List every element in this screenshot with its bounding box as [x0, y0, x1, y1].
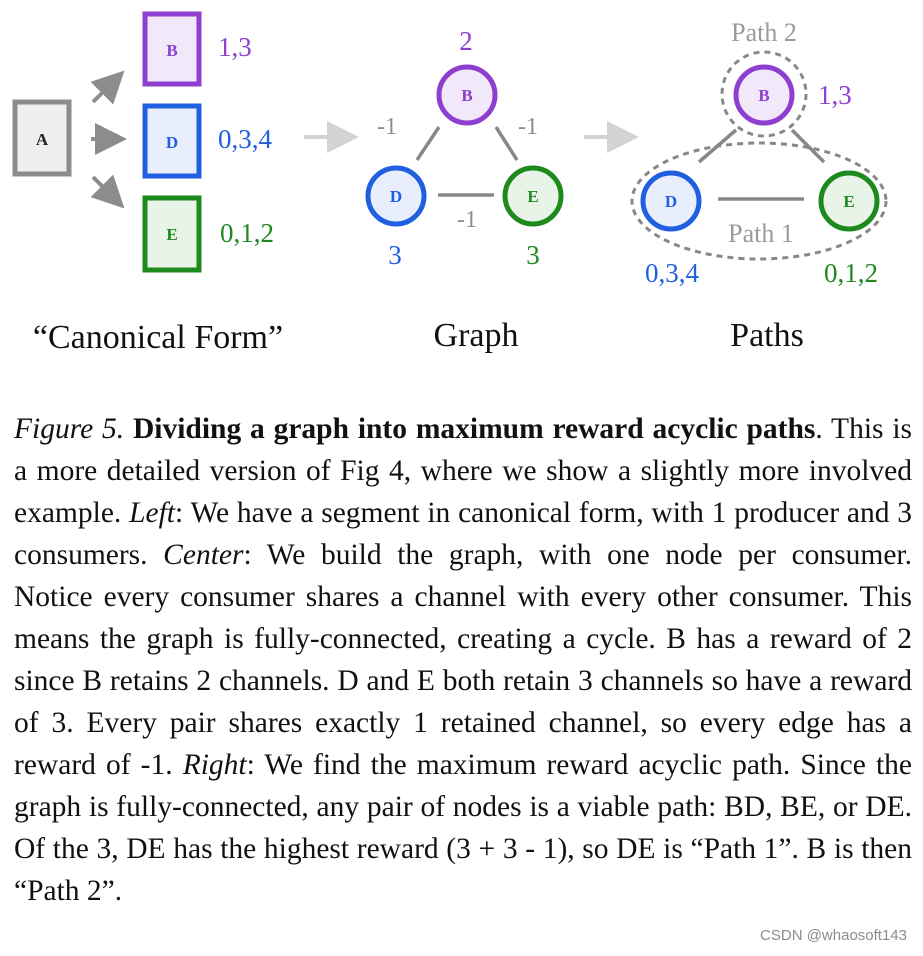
- caption-body-1: . This is a more detailed version of Fig 4, where we show a slightly more involved example.: [14, 413, 913, 529]
- graph-panel: [368, 26, 561, 354]
- graph-node-b-label: B: [461, 86, 473, 105]
- consumer-node-e: [145, 198, 199, 270]
- figure-diagram: [0, 0, 923, 380]
- graph-node-e-label: E: [527, 187, 539, 206]
- caption-body-2: : We have a segment in canonical form, with 1 producer and 3 consumers.: [14, 497, 912, 571]
- consumer-b-channels: 1,3: [218, 32, 252, 62]
- paths-node-d-channels: 0,3,4: [645, 258, 699, 288]
- path-2-label: Path 2: [731, 18, 797, 47]
- caption-title: Dividing a graph into maximum reward acyclic paths: [132, 413, 816, 445]
- figure-caption: [14, 408, 912, 912]
- graph-node-d-label: D: [389, 187, 403, 206]
- consumer-b-label: B: [166, 41, 178, 60]
- producer-node-a: [15, 102, 69, 174]
- graph-node-e: [505, 168, 561, 224]
- paths-node-b: [736, 67, 792, 123]
- paths-node-d-label: D: [664, 192, 678, 211]
- paths-panel: [632, 18, 886, 354]
- consumer-e-label: E: [166, 225, 178, 244]
- paths-edge-b-d: [699, 130, 736, 162]
- path-1-label: Path 1: [728, 219, 794, 248]
- graph-edge-b-d: [417, 127, 439, 160]
- caption-body-3: : We build the graph, with one node per consumer. Notice every consumer shares a channel with every other consumer. This means the graph is fully-connected, creating a cycle. B has a reward of 2 since B retains 2 channels. D and E both retain 3 channels so have a reward of 3. Every pair shares exactly 1 retained channel, so every edge has a reward of -1.: [14, 539, 912, 781]
- paths-node-e-label: E: [843, 192, 855, 211]
- watermark-text: CSDN @whaosoft143: [760, 927, 907, 944]
- paths-node-d: [643, 173, 699, 229]
- graph-edge-d-e-weight: -1: [457, 207, 477, 233]
- graph-node-e-reward: 3: [526, 240, 540, 270]
- producer-label: A: [35, 130, 49, 149]
- consumer-d-label: D: [165, 133, 179, 152]
- caption-figure-label: Figure 5.: [14, 413, 125, 445]
- consumer-node-d: [145, 106, 199, 176]
- canonical-form-panel: [15, 14, 283, 356]
- paths-label: Paths: [730, 317, 804, 354]
- caption-center-label: Center: [163, 539, 244, 571]
- graph-node-b-reward: 2: [459, 26, 473, 56]
- arrow-a-to-e: [93, 177, 116, 200]
- graph-node-b: [439, 67, 495, 123]
- paths-node-e: [821, 173, 877, 229]
- caption-right-label: Right: [182, 749, 247, 781]
- arrow-a-to-b: [93, 79, 116, 102]
- paths-node-b-label: B: [758, 86, 770, 105]
- caption-body-4: : We find the maximum reward acyclic path. Since the graph is fully-connected, any pair of nodes is a viable path: BD, BE, or DE. Of the 3, DE has the highest reward (3 + 3 - 1), so DE is “Path 1”. B is then “Path 2”.: [14, 749, 912, 907]
- graph-edge-b-e: [496, 127, 517, 160]
- consumer-node-b: [145, 14, 199, 84]
- graph-label: Graph: [433, 317, 519, 354]
- paths-node-b-channels: 1,3: [818, 80, 852, 110]
- graph-edge-b-d-weight: -1: [377, 114, 397, 140]
- graph-node-d-reward: 3: [388, 240, 402, 270]
- consumer-e-channels: 0,1,2: [220, 218, 274, 248]
- canonical-form-label: “Canonical Form”: [32, 319, 284, 356]
- caption-left-label: Left: [129, 497, 176, 529]
- graph-edge-b-e-weight: -1: [518, 114, 538, 140]
- consumer-d-channels: 0,3,4: [218, 124, 272, 154]
- paths-node-e-channels: 0,1,2: [824, 258, 878, 288]
- graph-node-d: [368, 168, 424, 224]
